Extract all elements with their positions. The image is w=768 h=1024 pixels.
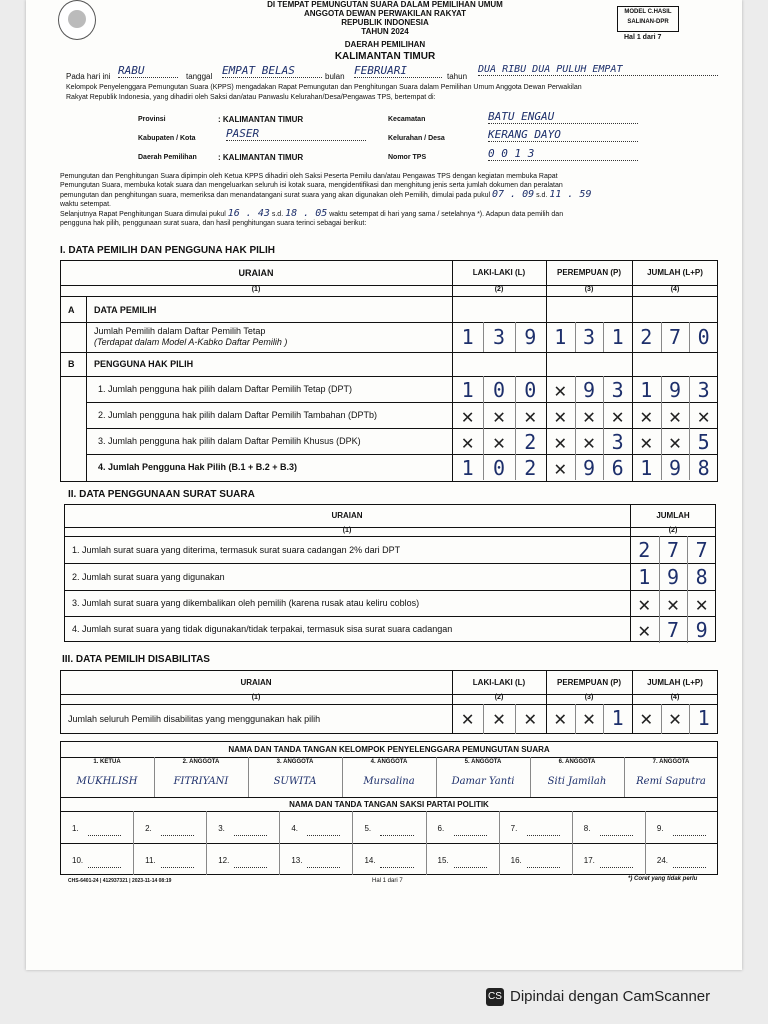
s2-row-2-label: 2. Jumlah surat suara yang digunakan — [72, 572, 225, 582]
s1-row-2-digit: ✕ — [554, 404, 567, 428]
dpt-digit: 9 — [524, 325, 537, 349]
s1-row-3-digit: 5 — [697, 430, 710, 454]
camscanner-watermark — [486, 988, 710, 1006]
saksi-number: 5. — [364, 824, 372, 833]
saksi-number: 7. — [510, 824, 518, 833]
s2-row-1-label: 1. Jumlah surat suara yang diterima, termasuk surat suara cadangan 2% dari DPT — [72, 545, 401, 555]
s1-col-uraian: URAIAN — [238, 268, 274, 278]
kpps-signature: SUWITA — [273, 776, 317, 787]
intro-text-1: Kelompok Penyelenggara Pemungutan Suara (KPPS) mengadakan Rapat Pemungutan dan Penghitungan Suara dalam Pemilihan Umum Anggota Dewan Perwakilan — [66, 84, 582, 91]
s1-row-4-digit: 9 — [668, 456, 681, 480]
saksi-signature-line — [673, 835, 706, 836]
kelurahan-label: Kelurahan / Desa — [388, 135, 445, 142]
s1-num-1: (1) — [251, 286, 261, 293]
s3-col-jumlah: JUMLAH (L+P) — [647, 678, 703, 687]
kpps-role-label: 4. ANGGOTA — [370, 759, 408, 765]
s1-row-4-digit: 1 — [461, 456, 474, 480]
s1-row-3-digit: ✕ — [640, 430, 653, 454]
section1-title: I. DATA PEMILIH DAN PENGGUNA HAK PILIH — [60, 245, 275, 256]
kecamatan-label: Kecamatan — [388, 116, 426, 123]
footer-note: *) Coret yang tidak perlu — [628, 876, 698, 882]
saksi-number: 17. — [583, 856, 595, 865]
s3-num-2: (2) — [494, 694, 504, 701]
kpps-role-label: 2. ANGGOTA — [182, 759, 220, 765]
title-line-1: DI TEMPAT PEMUNGUTAN SUARA DALAM PEMILIHAN UMUM — [267, 0, 503, 9]
saksi-signature-line — [454, 835, 487, 836]
sd-label-1: s.d. — [536, 192, 548, 199]
s1-row-3-digit: 3 — [611, 430, 624, 454]
s3-digit: ✕ — [524, 706, 537, 730]
s2-row-3-digit: ✕ — [638, 592, 651, 616]
saksi-number: 16. — [510, 856, 522, 865]
s1-row-1-label: 1. Jumlah pengguna hak pilih dalam Daftar Pemilih Tetap (DPT) — [98, 384, 352, 394]
dpt-digit: 2 — [640, 325, 653, 349]
section3-title: III. DATA PEMILIH DISABILITAS — [62, 654, 210, 665]
s2-row-1-digit: 7 — [666, 538, 679, 562]
provinsi-value: : KALIMANTAN TIMUR — [218, 115, 304, 124]
s1-row-2-digit: ✕ — [461, 404, 474, 428]
kabupaten-label: Kabupaten / Kota — [138, 135, 196, 142]
s1-row-1-digit: 3 — [611, 378, 624, 402]
tps-label: Nomor TPS — [388, 154, 427, 161]
s2-row-3-digit: ✕ — [695, 592, 708, 616]
kpps-role-label: 6. ANGGOTA — [558, 759, 596, 765]
footer-code: CHS-6401-24 | 412937321 | 2023-11-14 08:19 — [68, 878, 172, 884]
procedure-paragraph — [60, 172, 730, 228]
provinsi-label: Provinsi — [138, 116, 166, 123]
s1-row-4-digit: 2 — [524, 456, 537, 480]
s3-digit: ✕ — [668, 706, 681, 730]
kpps-signature: Damar Yanti — [451, 776, 515, 787]
saksi-signature-line — [380, 867, 413, 868]
dpt-digit: 1 — [611, 325, 624, 349]
s1-row-1-digit: 0 — [492, 378, 506, 402]
end-time-1: 11 . 59 — [549, 189, 592, 200]
s1-row-4-digit: ✕ — [554, 456, 567, 480]
s2-row-3-digit: ✕ — [666, 592, 679, 616]
s3-digit: 1 — [697, 706, 710, 730]
s1-row-3-digit: ✕ — [492, 430, 506, 454]
saksi-number: 15. — [437, 856, 449, 865]
sd-label-2: s.d. — [271, 211, 284, 218]
saksi-number: 1. — [72, 824, 79, 833]
s1-row-4-digit: 1 — [640, 456, 653, 480]
start-time-1: 07 . 09 — [491, 189, 535, 200]
s1-col-jumlah: JUMLAH (L+P) — [647, 268, 703, 277]
s1-a-title: DATA PEMILIH — [94, 305, 157, 315]
kecamatan-value: BATU ENGAU — [488, 110, 638, 124]
s1-b-label: B — [68, 359, 75, 369]
s1-row-1-digit: 9 — [582, 378, 595, 402]
saksi-signature-line — [161, 835, 194, 836]
saksi-signature-line — [454, 867, 487, 868]
s1-b-title: PENGGUNA HAK PILIH — [94, 359, 194, 369]
tahun-label: tahun — [447, 72, 468, 81]
s1-row-1-digit: 3 — [697, 378, 710, 402]
s1-row-1-digit: 1 — [461, 378, 474, 402]
tanggal-value: EMPAT BELAS — [222, 64, 322, 78]
paragraph-line-5-rest: waktu setempat di hari yang sama / setelahnya *). Adapun data pemilih dan — [329, 211, 564, 218]
saksi-signature-line — [234, 867, 267, 868]
s1-num-3: (3) — [584, 286, 594, 293]
s2-num-2: (2) — [668, 527, 678, 534]
saksi-number: 9. — [656, 824, 664, 833]
s1-dpt-sublabel: (Terdapat dalam Model A-Kabko Daftar Pemilih ) — [94, 337, 288, 347]
s1-row-3-digit: ✕ — [554, 430, 567, 454]
kpu-logo-icon — [58, 0, 96, 40]
section2-title: II. DATA PENGGUNAAN SURAT SUARA — [68, 489, 255, 500]
saksi-number: 8. — [583, 824, 591, 833]
s1-row-2-label: 2. Jumlah pengguna hak pilih dalam Daftar Pemilih Tambahan (DPTb) — [98, 410, 377, 420]
tps-value: 0 0 1 3 — [488, 147, 638, 161]
camscanner-icon: CS — [486, 988, 504, 1006]
hari-value: RABU — [118, 64, 178, 78]
s3-digit: ✕ — [461, 706, 474, 730]
s1-row-2-digit: ✕ — [640, 404, 653, 428]
saksi-number: 6. — [437, 824, 445, 833]
s3-digit: ✕ — [582, 706, 595, 730]
s1-row-3-digit: 2 — [524, 430, 537, 454]
paragraph-line-5-text: Selanjutnya Rapat Penghitungan Suara dimulai pukul — [60, 211, 226, 218]
s1-row-3-digit: ✕ — [668, 430, 681, 454]
kpps-role-label: 1. KETUA — [93, 759, 121, 765]
model-box — [617, 6, 679, 32]
model-line-2: SALINAN-DPR — [627, 19, 669, 25]
pada-hari-ini-label: Pada hari ini — [66, 72, 111, 81]
s1-row-2-digit: ✕ — [492, 404, 506, 428]
s2-col-uraian: URAIAN — [331, 511, 363, 520]
dpt-digit: 3 — [582, 325, 595, 349]
saksi-signature-line — [88, 835, 121, 836]
region-label: DAERAH PEMILIHAN — [344, 40, 426, 49]
camscanner-text: Dipindai dengan CamScanner — [510, 988, 711, 1005]
s1-row-3-label: 3. Jumlah pengguna hak pilih dalam Daftar Pemilih Khusus (DPK) — [98, 436, 361, 446]
s2-row-3-label: 3. Jumlah surat suara yang dikembalikan oleh pemilih (karena rusak atau keliru coblos) — [72, 598, 420, 608]
saksi-signature-line — [527, 867, 560, 868]
kpps-title: NAMA DAN TANDA TANGAN KELOMPOK PENYELENGGARA PEMUNGUTAN SUARA — [228, 745, 550, 754]
dapil-value: : KALIMANTAN TIMUR — [218, 153, 304, 162]
s2-row-4-digit: 7 — [666, 618, 679, 642]
s1-col-perempuan: PEREMPUAN (P) — [556, 268, 621, 277]
kpps-role-label: 5. ANGGOTA — [464, 759, 502, 765]
title-line-2: ANGGOTA DEWAN PERWAKILAN RAKYAT — [303, 9, 467, 18]
saksi-signature-line — [307, 867, 340, 868]
saksi-signature-line — [673, 867, 706, 868]
kpps-signature: Mursalina — [363, 776, 415, 787]
saksi-number: 24. — [656, 856, 668, 865]
s1-row-4-digit: 9 — [582, 456, 595, 480]
saksi-signature-line — [161, 867, 194, 868]
s3-digit: ✕ — [492, 706, 506, 730]
s2-row-4-digit: 9 — [695, 618, 708, 642]
dpt-digit: 0 — [697, 325, 710, 349]
s3-col-laki: LAKI-LAKI (L) — [472, 678, 526, 687]
saksi-signature-line — [88, 867, 121, 868]
form-title — [220, 0, 550, 36]
kpps-signature: Remi Saputra — [636, 776, 706, 787]
saksi-number: 14. — [364, 856, 376, 865]
kpps-role-label: 3. ANGGOTA — [276, 759, 314, 765]
s3-col-uraian: URAIAN — [240, 678, 272, 687]
s1-row-2-digit: ✕ — [668, 404, 681, 428]
s1-num-2: (2) — [494, 286, 504, 293]
dpt-digit: 1 — [554, 325, 567, 349]
s3-num-3: (3) — [584, 694, 594, 701]
s1-dpt-label: Jumlah Pemilih dalam Daftar Pemilih Tetap — [94, 326, 266, 336]
paragraph-line-6: pengguna hak pilih, penggunaan surat suara, dan hasil penghitungan suara terinci sebagai berikut: — [60, 220, 367, 227]
kpps-signature: FITRIYANI — [173, 776, 229, 787]
s2-row-2-digit: 9 — [666, 565, 679, 589]
paragraph-line-1: Pemungutan dan Penghitungan Suara dipimpin oleh Ketua KPPS dihadiri oleh Saksi Peserta Pemilu dan/atau Pengawas TPS dengan kegiatan membuka Rapat — [60, 173, 558, 180]
tanggal-label: tanggal — [186, 72, 213, 81]
s1-row-3-digit: ✕ — [461, 430, 474, 454]
s1-row-4-digit: 6 — [611, 456, 624, 480]
s1-row-2-digit: ✕ — [611, 404, 624, 428]
s1-row-1-digit: 1 — [640, 378, 653, 402]
footer-page: Hal 1 dari 7 — [372, 878, 403, 884]
title-line-3: REPUBLIK INDONESIA — [341, 18, 429, 27]
page-number: Hal 1 dari 7 — [624, 34, 662, 41]
tahun-value: DUA RIBU DUA PULUH EMPAT — [478, 64, 718, 76]
dpt-digit: 3 — [492, 325, 506, 349]
s3-digit: ✕ — [640, 706, 653, 730]
s2-row-4-digit: ✕ — [638, 618, 651, 642]
s2-row-4-label: 4. Jumlah surat suara yang tidak digunakan/tidak terpakai, termasuk sisa surat suara cadangan — [72, 624, 453, 634]
s2-num-1: (1) — [342, 527, 352, 534]
dapil-label: Daerah Pemilihan — [138, 154, 197, 161]
s3-num-4: (4) — [670, 694, 680, 701]
kpps-signature: Siti Jamilah — [547, 776, 607, 787]
s1-row-2-digit: ✕ — [524, 404, 537, 428]
s1-num-4: (4) — [670, 286, 680, 293]
saksi-number: 12. — [218, 856, 230, 865]
saksi-number: 4. — [291, 824, 298, 833]
s2-row-2-digit: 1 — [638, 565, 651, 589]
s1-row-2-digit: ✕ — [697, 404, 710, 428]
paragraph-line-5 — [60, 209, 730, 219]
saksi-title: NAMA DAN TANDA TANGAN SAKSI PARTAI POLITIK — [289, 800, 489, 809]
s1-row-4-label: 4. Jumlah Pengguna Hak Pilih (B.1 + B.2 + B.3) — [98, 462, 298, 472]
saksi-signature-line — [600, 835, 633, 836]
paragraph-line-2: Pemungutan Suara, membuka kotak suara dan mengeluarkan seluruh isi kotak suara, mengidentifikasi dan menghitung jenis serta jumlah dokumen dan peralatan — [60, 182, 563, 189]
title-line-4: TAHUN 2024 — [361, 27, 409, 36]
s1-row-4-digit: 8 — [697, 456, 710, 480]
s1-row-4-digit: 0 — [492, 456, 506, 480]
model-line-1: MODEL C.HASIL — [624, 9, 672, 15]
saksi-number: 13. — [291, 856, 303, 865]
kpps-signature: MUKHLISH — [76, 776, 138, 787]
saksi-number: 3. — [218, 824, 225, 833]
s2-row-1-digit: 7 — [695, 538, 708, 562]
region-value: KALIMANTAN TIMUR — [334, 51, 436, 62]
saksi-signature-line — [307, 835, 340, 836]
saksi-number: 2. — [145, 824, 152, 833]
s3-digit: ✕ — [554, 706, 567, 730]
intro-text-2: Rakyat Republik Indonesia, yang dihadiri oleh Saksi dan/atau Panwaslu Kelurahan/Desa/Pengawas TPS, bertempat di: — [66, 94, 436, 101]
s1-col-laki: LAKI-LAKI (L) — [472, 268, 526, 277]
saksi-signature-line — [380, 835, 413, 836]
s2-col-jumlah: JUMLAH — [656, 511, 690, 520]
s2-row-2-digit: 8 — [695, 565, 708, 589]
s2-row-1-digit: 2 — [638, 538, 651, 562]
saksi-signature-line — [600, 867, 633, 868]
saksi-signature-line — [527, 835, 560, 836]
dpt-digit: 1 — [461, 325, 474, 349]
s3-col-perempuan: PEREMPUAN (P) — [556, 678, 621, 687]
s1-row-1-digit: ✕ — [554, 378, 567, 402]
end-time-2: 18 . 05 — [285, 208, 328, 219]
s3-num-1: (1) — [251, 694, 261, 701]
s1-a-label: A — [68, 305, 75, 315]
dpt-digit: 7 — [668, 325, 681, 349]
s1-row-1-digit: 9 — [668, 378, 681, 402]
s1-row-2-digit: ✕ — [582, 404, 595, 428]
saksi-number: 11. — [145, 856, 156, 865]
paragraph-line-3 — [60, 190, 730, 200]
paragraph-line-4: waktu setempat. — [60, 201, 111, 208]
s1-row-3-digit: ✕ — [582, 430, 595, 454]
s1-row-1-digit: 0 — [524, 378, 537, 402]
bulan-value: FEBRUARI — [354, 64, 442, 78]
kabupaten-value: PASER — [226, 127, 366, 141]
saksi-signature-line — [234, 835, 267, 836]
kelurahan-value: KERANG DAYO — [488, 128, 638, 142]
bulan-label: bulan — [325, 72, 345, 81]
kpps-role-label: 7. ANGGOTA — [652, 759, 690, 765]
start-time-2: 16 . 43 — [227, 208, 270, 219]
s3-row-label: Jumlah seluruh Pemilih disabilitas yang menggunakan hak pilih — [68, 714, 321, 724]
paragraph-line-3-text: pemungutan dan penghitungan suara, memeriksa dan menandatangani surat suara yang akan digunakan oleh Pemilih, dimulai pada pukul — [60, 192, 491, 199]
s3-digit: 1 — [611, 706, 624, 730]
saksi-number: 10. — [72, 856, 84, 865]
